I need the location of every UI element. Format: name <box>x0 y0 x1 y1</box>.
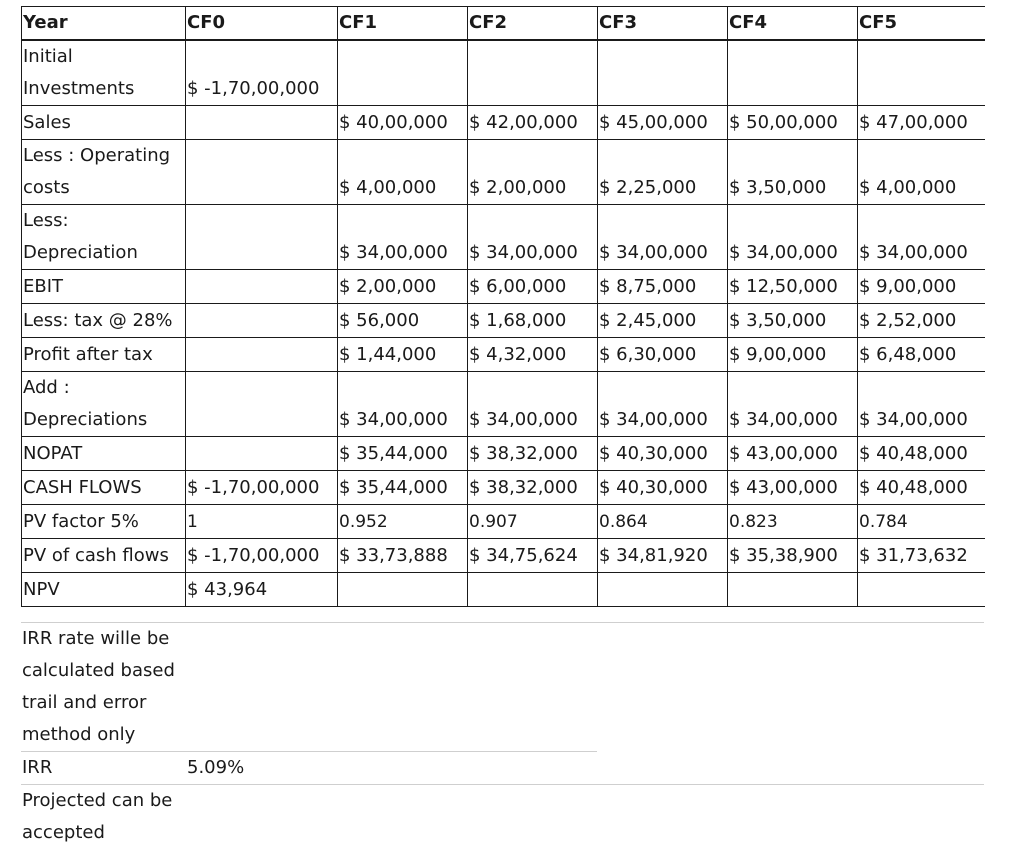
table-row <box>22 270 985 304</box>
header-cell: Year <box>22 7 186 41</box>
cash-flow-table <box>21 6 985 607</box>
table-cell: $ 40,30,000 <box>598 471 728 505</box>
row-label: Sales <box>22 106 186 140</box>
table-cell: 0.784 <box>858 505 985 539</box>
table-cell: $ 33,73,888 <box>338 539 468 573</box>
table-cell <box>338 40 468 106</box>
table-cell: 1 <box>186 505 338 539</box>
table-row <box>22 40 985 106</box>
table-row <box>22 140 985 205</box>
table-cell: $ 6,30,000 <box>598 338 728 372</box>
table-cell <box>858 40 985 106</box>
irr-row <box>21 751 597 784</box>
table-row <box>22 505 985 539</box>
table-cell <box>468 40 598 106</box>
table-cell <box>186 270 338 304</box>
table-cell: $ 56,000 <box>338 304 468 338</box>
table-cell: $ 2,45,000 <box>598 304 728 338</box>
header-cell: CF5 <box>858 7 985 41</box>
table-cell: $ -1,70,00,000 <box>186 40 338 106</box>
row-label: Profit after tax <box>22 338 186 372</box>
header-cell: CF1 <box>338 7 468 41</box>
table-row <box>22 205 985 270</box>
table-cell: $ 8,75,000 <box>598 270 728 304</box>
table-cell <box>186 106 338 140</box>
table-cell: $ 35,44,000 <box>338 471 468 505</box>
table-cell <box>338 573 468 607</box>
table-cell: $ 50,00,000 <box>728 106 858 140</box>
header-row <box>22 7 985 41</box>
table-cell: $ 3,50,000 <box>728 140 858 205</box>
table-cell: $ 2,00,000 <box>338 270 468 304</box>
cash-flow-sheet <box>21 6 984 607</box>
table-cell: $ 34,00,000 <box>598 205 728 270</box>
table-row <box>22 539 985 573</box>
table-cell: $ 34,00,000 <box>858 372 985 437</box>
table-row <box>22 471 985 505</box>
table-cell: $ 2,25,000 <box>598 140 728 205</box>
row-label: Add : Depreciations <box>22 372 186 437</box>
table-cell: $ 34,00,000 <box>468 372 598 437</box>
table-cell: $ 31,73,632 <box>858 539 985 573</box>
table-cell: $ 34,00,000 <box>728 205 858 270</box>
conclusion-text: Projected can be accepted <box>22 790 173 843</box>
table-row <box>22 106 985 140</box>
table-cell: $ 34,81,920 <box>598 539 728 573</box>
row-label: Less : Operating costs <box>22 140 186 205</box>
table-cell: $ 43,00,000 <box>728 437 858 471</box>
table-cell: $ 3,50,000 <box>728 304 858 338</box>
header-cell: CF4 <box>728 7 858 41</box>
row-label: Initial Investments <box>22 40 186 106</box>
table-cell: $ 4,32,000 <box>468 338 598 372</box>
table-cell: $ 4,00,000 <box>338 140 468 205</box>
row-label: Less: tax @ 28% <box>22 304 186 338</box>
table-cell: $ 43,964 <box>186 573 338 607</box>
row-label: PV of cash flows <box>22 539 186 573</box>
table-cell: $ 6,00,000 <box>468 270 598 304</box>
table-cell: $ 34,00,000 <box>598 372 728 437</box>
table-cell: $ 2,00,000 <box>468 140 598 205</box>
header-cell: CF0 <box>186 7 338 41</box>
table-cell: $ 38,32,000 <box>468 437 598 471</box>
table-cell <box>598 40 728 106</box>
table-cell <box>186 372 338 437</box>
table-cell: $ 40,48,000 <box>858 437 985 471</box>
table-cell <box>186 338 338 372</box>
table-cell: $ 42,00,000 <box>468 106 598 140</box>
row-label: EBIT <box>22 270 186 304</box>
header-cell: CF2 <box>468 7 598 41</box>
table-cell: $ -1,70,00,000 <box>186 471 338 505</box>
table-cell: $ 34,00,000 <box>468 205 598 270</box>
table-row <box>22 573 985 607</box>
table-cell: $ 43,00,000 <box>728 471 858 505</box>
notes-section <box>21 622 984 849</box>
table-cell: 0.952 <box>338 505 468 539</box>
table-cell <box>858 573 985 607</box>
table-cell: $ 40,30,000 <box>598 437 728 471</box>
table-cell <box>186 304 338 338</box>
table-cell: $ 34,00,000 <box>858 205 985 270</box>
table-cell: 0.907 <box>468 505 598 539</box>
table-cell: 0.864 <box>598 505 728 539</box>
table-cell: $ 38,32,000 <box>468 471 598 505</box>
table-cell: $ 35,38,900 <box>728 539 858 573</box>
table-cell: $ 35,44,000 <box>338 437 468 471</box>
table-cell <box>186 205 338 270</box>
table-cell: $ 47,00,000 <box>858 106 985 140</box>
table-cell: $ 9,00,000 <box>858 270 985 304</box>
table-cell: $ 4,00,000 <box>858 140 985 205</box>
table-cell <box>598 573 728 607</box>
table-cell: $ 12,50,000 <box>728 270 858 304</box>
table-cell <box>728 40 858 106</box>
table-cell: $ 34,00,000 <box>338 372 468 437</box>
table-cell <box>186 437 338 471</box>
conclusion-note <box>21 784 984 849</box>
irr-label: IRR <box>22 757 53 778</box>
table-cell: 0.823 <box>728 505 858 539</box>
irr-value: 5.09% <box>187 757 245 778</box>
table-cell: $ -1,70,00,000 <box>186 539 338 573</box>
row-label: CASH FLOWS <box>22 471 186 505</box>
table-cell: $ 6,48,000 <box>858 338 985 372</box>
table-row <box>22 338 985 372</box>
table-cell: $ 1,44,000 <box>338 338 468 372</box>
table-cell: $ 45,00,000 <box>598 106 728 140</box>
table-row <box>22 372 985 437</box>
row-label: PV factor 5% <box>22 505 186 539</box>
table-cell <box>728 573 858 607</box>
table-cell: $ 34,00,000 <box>338 205 468 270</box>
table-cell: $ 2,52,000 <box>858 304 985 338</box>
irr-method-text: IRR rate wille be calculated based trail and error method only <box>22 628 175 745</box>
row-label: NPV <box>22 573 186 607</box>
table-cell <box>468 573 598 607</box>
table-cell: $ 40,48,000 <box>858 471 985 505</box>
table-row <box>22 437 985 471</box>
table-cell: $ 34,75,624 <box>468 539 598 573</box>
header-cell: CF3 <box>598 7 728 41</box>
table-cell: $ 1,68,000 <box>468 304 598 338</box>
table-cell: $ 40,00,000 <box>338 106 468 140</box>
table-row <box>22 304 985 338</box>
irr-method-note <box>21 622 984 751</box>
row-label: NOPAT <box>22 437 186 471</box>
table-cell: $ 34,00,000 <box>728 372 858 437</box>
table-cell <box>186 140 338 205</box>
table-cell: $ 9,00,000 <box>728 338 858 372</box>
row-label: Less: Depreciation <box>22 205 186 270</box>
